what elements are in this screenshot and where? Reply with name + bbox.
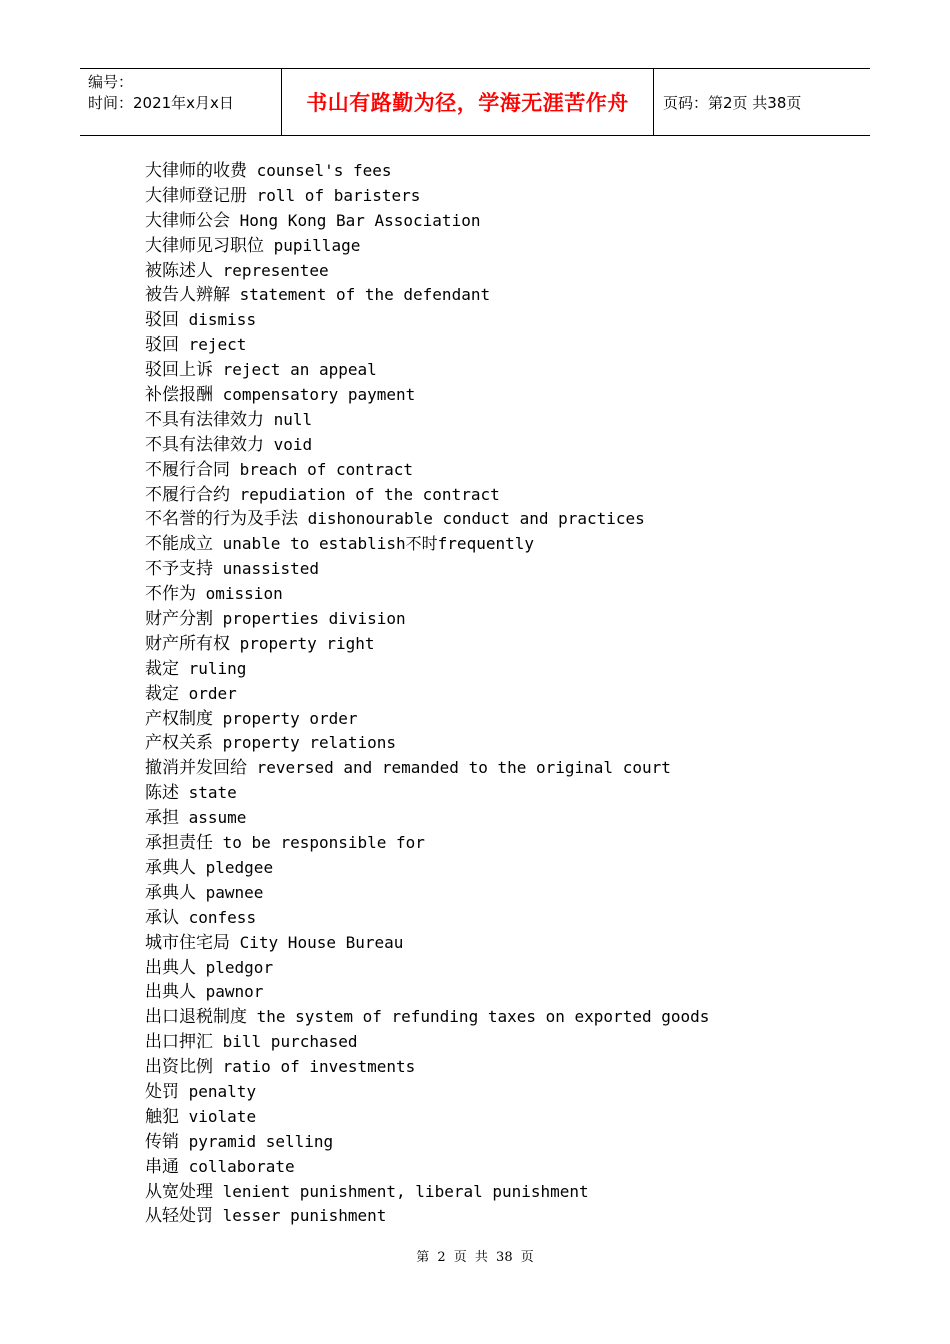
entry-english-term: lesser punishment [222,1206,387,1226]
glossary-entry [145,1030,865,1055]
entry-english-term: bill purchased [222,1032,358,1052]
entry-chinese-term: 裁定 [145,658,179,679]
glossary-entry [145,632,865,657]
entry-chinese-term: 被陈述人 [145,260,213,281]
entry-english-term: dismiss [188,310,257,330]
entry-chinese-term: 裁定 [145,683,179,704]
glossary-entry [145,1055,865,1080]
entry-english-term: void [273,434,313,454]
glossary-entry [145,707,865,732]
glossary-entry [145,159,865,184]
entry-chinese-term: 出口押汇 [145,1032,213,1053]
glossary-entry [145,259,865,284]
entry-chinese-term: 承典人 [145,882,196,903]
entry-english-term: penalty [188,1081,257,1101]
entry-chinese-term: 产权关系 [145,733,213,754]
entry-english-term: pyramid selling [188,1131,334,1151]
entry-english-term: property order [222,708,358,728]
entry-chinese-term: 补偿报酬 [145,385,213,406]
entry-english-term: collaborate [188,1156,295,1176]
page-footer: 第 2 页 共 38 页 [416,1250,534,1265]
entry-english-term: order [188,683,237,703]
entry-english-term: confess [188,907,257,927]
entry-english-term: roll of baristers [256,185,421,205]
entry-english-term: repudiation of the contract [239,484,500,504]
glossary-entry [145,308,865,333]
glossary-entry [145,956,865,981]
entry-chinese-term: 被告人辨解 [145,285,230,306]
glossary-entry [145,483,865,508]
glossary-entry [145,731,865,756]
entry-english-term: City House Bureau [239,932,404,952]
glossary-entry [145,532,865,557]
glossary-entry [145,980,865,1005]
glossary-entry [145,458,865,483]
entry-english-term: assume [188,808,247,828]
entry-chinese-term: 不能成立 [145,534,213,555]
entry-chinese-term: 从宽处理 [145,1181,213,1202]
glossary-entry [145,1180,865,1205]
entry-english-term: null [273,409,313,429]
glossary-entry [145,234,865,259]
entry-chinese-term: 不具有法律效力 [145,409,264,430]
entry-chinese-term: 大律师公会 [145,210,230,231]
entry-chinese-term: 驳回 [145,335,179,356]
glossary-entry [145,358,865,383]
entry-chinese-term: 传销 [145,1131,179,1152]
entry-english-term: properties division [222,609,406,629]
entry-chinese-term: 承担责任 [145,833,213,854]
glossary-entry [145,209,865,234]
entry-english-term: property relations [222,733,397,753]
entry-chinese-term: 承典人 [145,857,196,878]
header-motto: 书山有路勤为径，学海无涯苦作舟 [281,69,654,135]
glossary-entry [145,682,865,707]
time-label: 时间：2021年x月x日 [88,94,234,112]
glossary-entry [145,1105,865,1130]
number-label: 编号： [88,73,134,91]
glossary-entry [145,408,865,433]
glossary-entry [145,1080,865,1105]
entry-chinese-term: 陈述 [145,783,179,804]
page-header [80,68,870,136]
entry-english-term: pupillage [273,235,361,255]
entry-english-term: unassisted [222,559,319,579]
entry-english-term: ratio of investments [222,1057,416,1077]
entry-english-term: to be responsible for [222,833,425,853]
entry-english-term: pawnee [205,882,264,902]
entry-english-term: representee [222,260,329,280]
entry-chinese-term: 不履行合同 [145,459,230,480]
glossary-entry [145,184,865,209]
glossary-entry [145,1005,865,1030]
entry-chinese-term: 财产分割 [145,609,213,630]
header-meta [80,69,281,135]
entry-chinese-term: 串通 [145,1156,179,1177]
glossary-entry [145,333,865,358]
entry-chinese-term: 出资比例 [145,1057,213,1078]
entry-english-term: counsel's fees [256,161,392,180]
entry-chinese-term: 不予支持 [145,559,213,580]
entry-chinese-term: 从轻处罚 [145,1206,213,1227]
entry-chinese-term: 处罚 [145,1081,179,1102]
entry-chinese-term: 不名誉的行为及手法 [145,509,298,530]
entry-chinese-term: 驳回上诉 [145,360,213,381]
entry-english-term: omission [205,584,283,604]
glossary-list [145,159,865,1229]
entry-chinese-term: 不具有法律效力 [145,434,264,455]
glossary-entry [145,906,865,931]
glossary-entry [145,881,865,906]
glossary-entry [145,806,865,831]
entry-chinese-term: 承担 [145,808,179,829]
glossary-entry [145,831,865,856]
entry-english-term: dishonourable conduct and practices [307,509,645,529]
glossary-entry [145,756,865,781]
entry-english-term: the system of refunding taxes on exported goods [256,1007,710,1027]
entry-chinese-term: 出口退税制度 [145,1007,247,1028]
entry-english-term: pawnor [205,982,264,1002]
entry-english-term: statement of the defendant [239,285,491,305]
glossary-entry [145,283,865,308]
glossary-entry [145,781,865,806]
entry-chinese-term: 大律师的收费 [145,161,247,181]
entry-english-term: reject an appeal [222,360,377,380]
entry-english-term: unable to establish不时frequently [222,534,534,554]
entry-chinese-term: 撤消并发回给 [145,758,247,779]
glossary-entry [145,1155,865,1180]
entry-english-term: Hong Kong Bar Association [239,210,481,230]
entry-english-term: breach of contract [239,459,414,479]
entry-chinese-term: 驳回 [145,310,179,331]
glossary-entry [145,657,865,682]
entry-english-term: violate [188,1106,257,1126]
entry-english-term: pledgor [205,957,274,977]
glossary-entry [145,856,865,881]
glossary-entry [145,433,865,458]
entry-english-term: compensatory payment [222,385,416,405]
entry-english-term: ruling [188,658,247,678]
entry-english-term: property right [239,633,375,653]
entry-english-term: lenient punishment, liberal punishment [222,1181,589,1201]
entry-english-term: reject [188,335,247,355]
entry-english-term: state [188,783,237,803]
glossary-entry [145,507,865,532]
entry-chinese-term: 触犯 [145,1106,179,1127]
entry-chinese-term: 不作为 [145,584,196,605]
glossary-entry [145,607,865,632]
entry-chinese-term: 产权制度 [145,708,213,729]
entry-english-term: reversed and remanded to the original court [256,758,671,778]
entry-chinese-term: 大律师见习职位 [145,235,264,256]
entry-chinese-term: 出典人 [145,957,196,978]
entry-chinese-term: 承认 [145,907,179,928]
entry-chinese-term: 出典人 [145,982,196,1003]
header-page-info: 页码：第2页 共38页 [663,93,802,112]
glossary-entry [145,1204,865,1229]
glossary-entry [145,383,865,408]
glossary-entry [145,557,865,582]
entry-english-term: pledgee [205,857,274,877]
entry-chinese-term: 财产所有权 [145,633,230,654]
glossary-entry [145,582,865,607]
glossary-entry [145,1130,865,1155]
entry-chinese-term: 大律师登记册 [145,185,247,206]
entry-chinese-term: 城市住宅局 [145,932,230,953]
entry-chinese-term: 不履行合约 [145,484,230,505]
glossary-entry [145,931,865,956]
